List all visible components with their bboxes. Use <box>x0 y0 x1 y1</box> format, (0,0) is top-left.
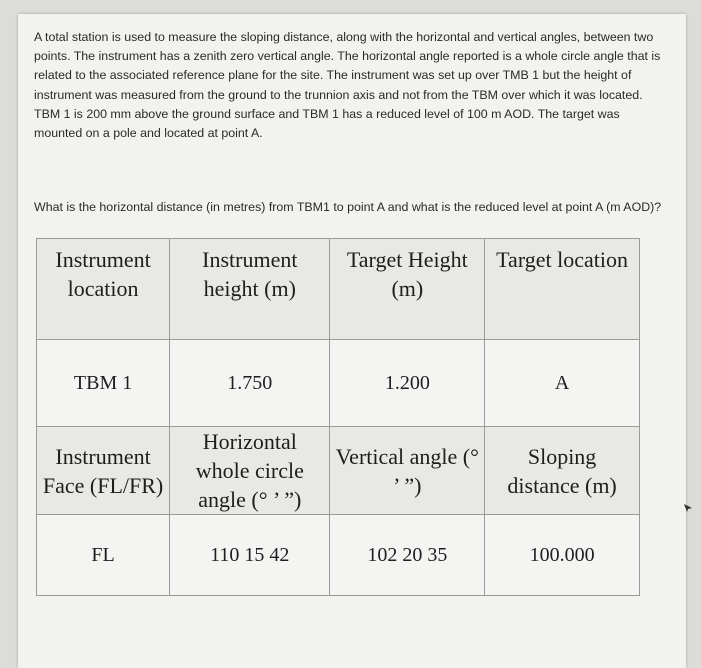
cell-instrument-face: FL <box>37 515 170 596</box>
cell-sloping-distance: 100.000 <box>485 515 640 596</box>
header-instrument-height: Instrument height (m) <box>170 239 330 340</box>
header-instrument-face: Instrument Face (FL/FR) <box>37 427 170 515</box>
header-sloping-distance: Sloping distance (m) <box>485 427 640 515</box>
header-target-height: Target Height (m) <box>330 239 485 340</box>
survey-data-table <box>36 238 640 596</box>
mouse-cursor-icon <box>683 503 693 513</box>
question-paragraph: A total station is used to measure the sloping distance, along with the horizontal and vertical angles, between two points. The instrument has a zenith zero vertical angle. The horizontal angle reported is a whole circle angle that is related to the associated reference plane for the site. The instrument was set up over TMB 1 but the height of instrument was measured from the ground to the trunnion axis and not from the TBM over which it was located. TBM 1 is 200 mm above the ground surface and TBM 1 has a reduced level of 100 m AOD. The target was mounted on a pole and located at point A. <box>34 30 661 141</box>
header-horizontal-angle: Horizontal whole circle angle (° ’ ”) <box>170 427 330 515</box>
cell-target-height: 1.200 <box>330 340 485 427</box>
header-target-location: Target location <box>485 239 640 340</box>
cell-instrument-location: TBM 1 <box>37 340 170 427</box>
question-prompt: What is the horizontal distance (in metres) from TBM1 to point A and what is the reduced level at point A (m AOD)? <box>34 200 662 214</box>
table-header-row <box>37 239 640 340</box>
header-vertical-angle: Vertical angle (° ’ ”) <box>330 427 485 515</box>
header-instrument-location: Instrument location <box>37 239 170 340</box>
cell-target-location: A <box>485 340 640 427</box>
table-header-row <box>37 427 640 515</box>
table-row <box>37 515 640 596</box>
cell-vertical-angle: 102 20 35 <box>330 515 485 596</box>
cell-instrument-height: 1.750 <box>170 340 330 427</box>
table-row <box>37 340 640 427</box>
cell-horizontal-angle: 110 15 42 <box>170 515 330 596</box>
